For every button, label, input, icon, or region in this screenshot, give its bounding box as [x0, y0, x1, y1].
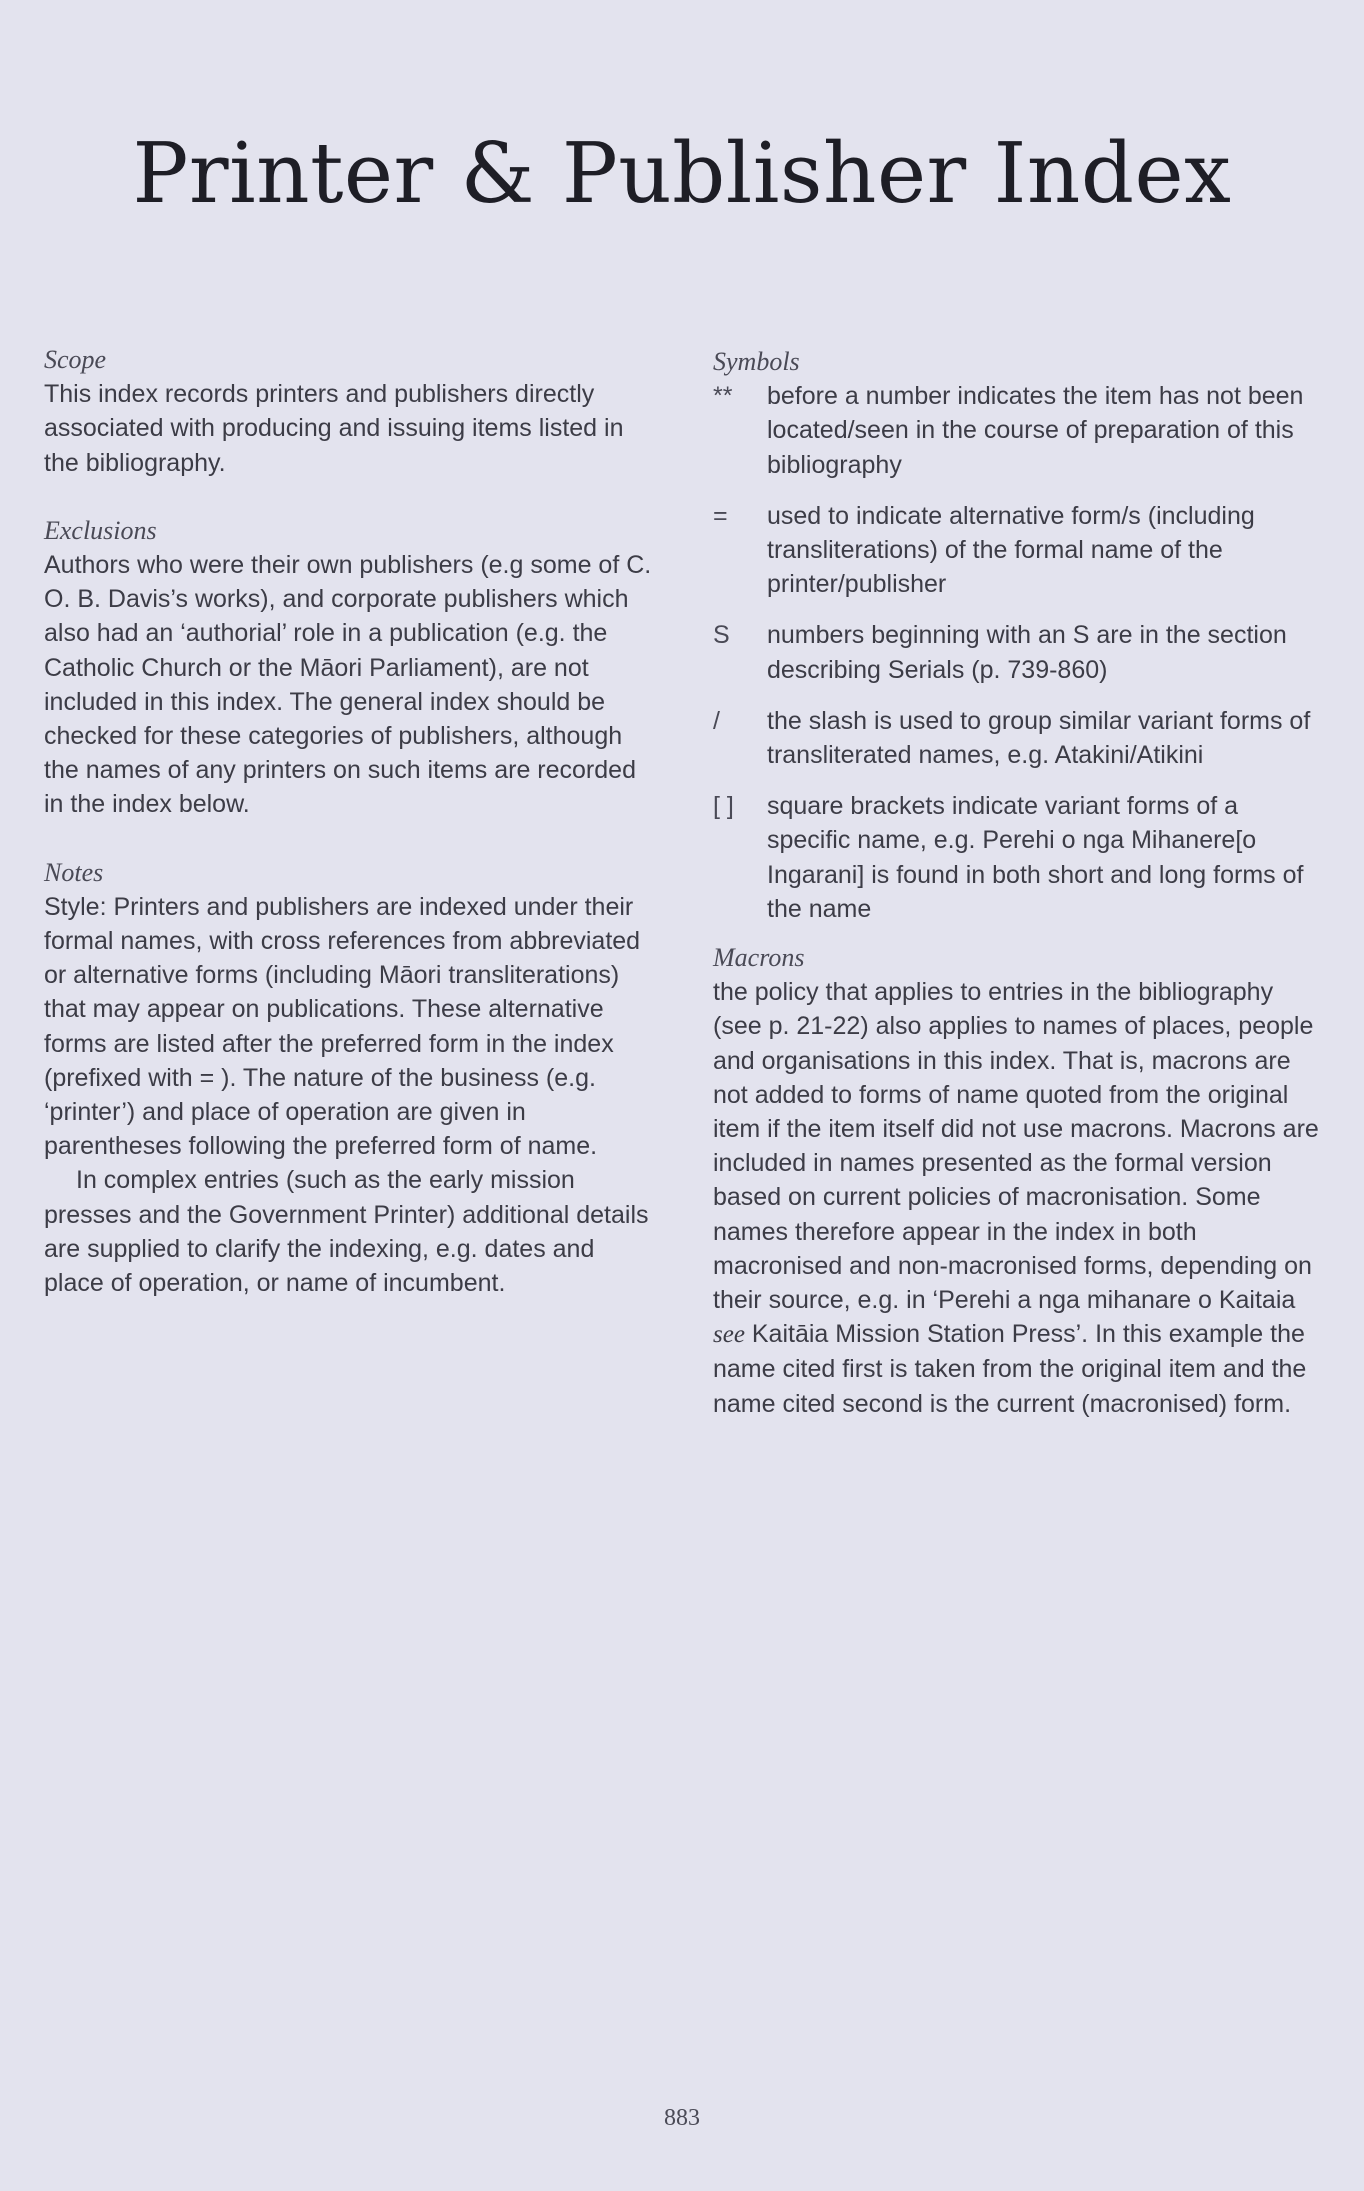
symbol-description: used to indicate alternative form/s (including transliterations) of the formal name of the printer/publisher [767, 501, 1255, 599]
right-column [713, 345, 1323, 1421]
scope-text: This index records printers and publishers directly associated with producing and issuing items listed in the bibliography. [44, 380, 624, 477]
symbol-s: S [713, 621, 730, 650]
symbols-list [713, 379, 1323, 926]
macrons-heading: Macrons [713, 943, 805, 973]
symbol-square-brackets: [ ] [713, 792, 734, 821]
symbol-row [713, 499, 1323, 602]
symbol-description: before a number indicates the item has not been located/seen in the course of preparation of this bibliography [767, 382, 1304, 479]
symbol-description: the slash is used to group similar variant forms of transliterated names, e.g. Atakini/Atikini [767, 706, 1311, 770]
macrons-text [713, 975, 1323, 1421]
notes-section [44, 856, 654, 1301]
symbol-row [713, 618, 1323, 686]
scope-heading: Scope [44, 345, 107, 374]
scope-section [44, 343, 654, 480]
page-title: Printer & Publisher Index [132, 125, 1232, 222]
exclusions-heading: Exclusions [44, 515, 157, 545]
symbol-row [713, 789, 1323, 926]
symbol-equals: = [713, 501, 728, 530]
symbol-description: square brackets indicate variant forms of a specific name, e.g. Perehi o nga Mihanere[o Ingarani] is found in both short and long forms of the name [767, 792, 1304, 923]
page-number: 883 [664, 2105, 700, 2131]
left-column [44, 343, 654, 1334]
symbol-row [713, 379, 1323, 482]
notes-heading: Notes [44, 857, 104, 887]
symbols-heading: Symbols [713, 347, 800, 376]
symbol-description: numbers beginning with an S are in the section describing Serials (p. 739-860) [767, 621, 1287, 684]
symbol-double-asterisk: ** [713, 382, 733, 411]
macrons-text-after: Kaitāia Mission Station Press’. In this example the name cited first is taken from the original item and the name cited second is the current (macronised) form. [713, 1320, 1307, 1418]
exclusions-text: Authors who were their own publishers (e.g some of C. O. B. Davis’s works), and corporate publishers which also had an ‘authorial’ role in a publication (e.g. the Catholic Church or the Māori Parliament), are not included in this index. The general index should be checked for these categories of publishers, although the names of any printers on such items are recorded in the index below. [44, 551, 652, 819]
symbol-slash: / [713, 706, 720, 735]
symbol-row [713, 704, 1323, 772]
macrons-see-word: see [713, 1321, 745, 1349]
notes-paragraph-1: Style: Printers and publishers are indexed under their formal names, with cross references from abbreviated or alternative forms (including Māori transliterations) that may appear on publications. These alternative forms are listed after the preferred form in the index (prefixed with = ). The nature of the business (e.g. ‘printer’) and place of operation are given in parentheses following the preferred form of name. [44, 892, 641, 1161]
notes-paragraph-2: In complex entries (such as the early mission presses and the Government Printer) additional details are supplied to clarify the indexing, e.g. dates and place of operation, or name of incumbent. [44, 1166, 649, 1298]
exclusions-section [44, 514, 654, 822]
macrons-text-before: the policy that applies to entries in the bibliography (see p. 21-22) also applies to names of places, people and organisations in this index. That is, macrons are not added to forms of name quoted from the original item if the item itself did not use macrons. Macrons are included in names presented as the formal version based on current policies of macronisation. Some names therefore appear in the index in both macronised and non-macronised forms, depending on their source, e.g. in ‘Perehi a nga mihanare o Kaitaia [713, 978, 1319, 1315]
